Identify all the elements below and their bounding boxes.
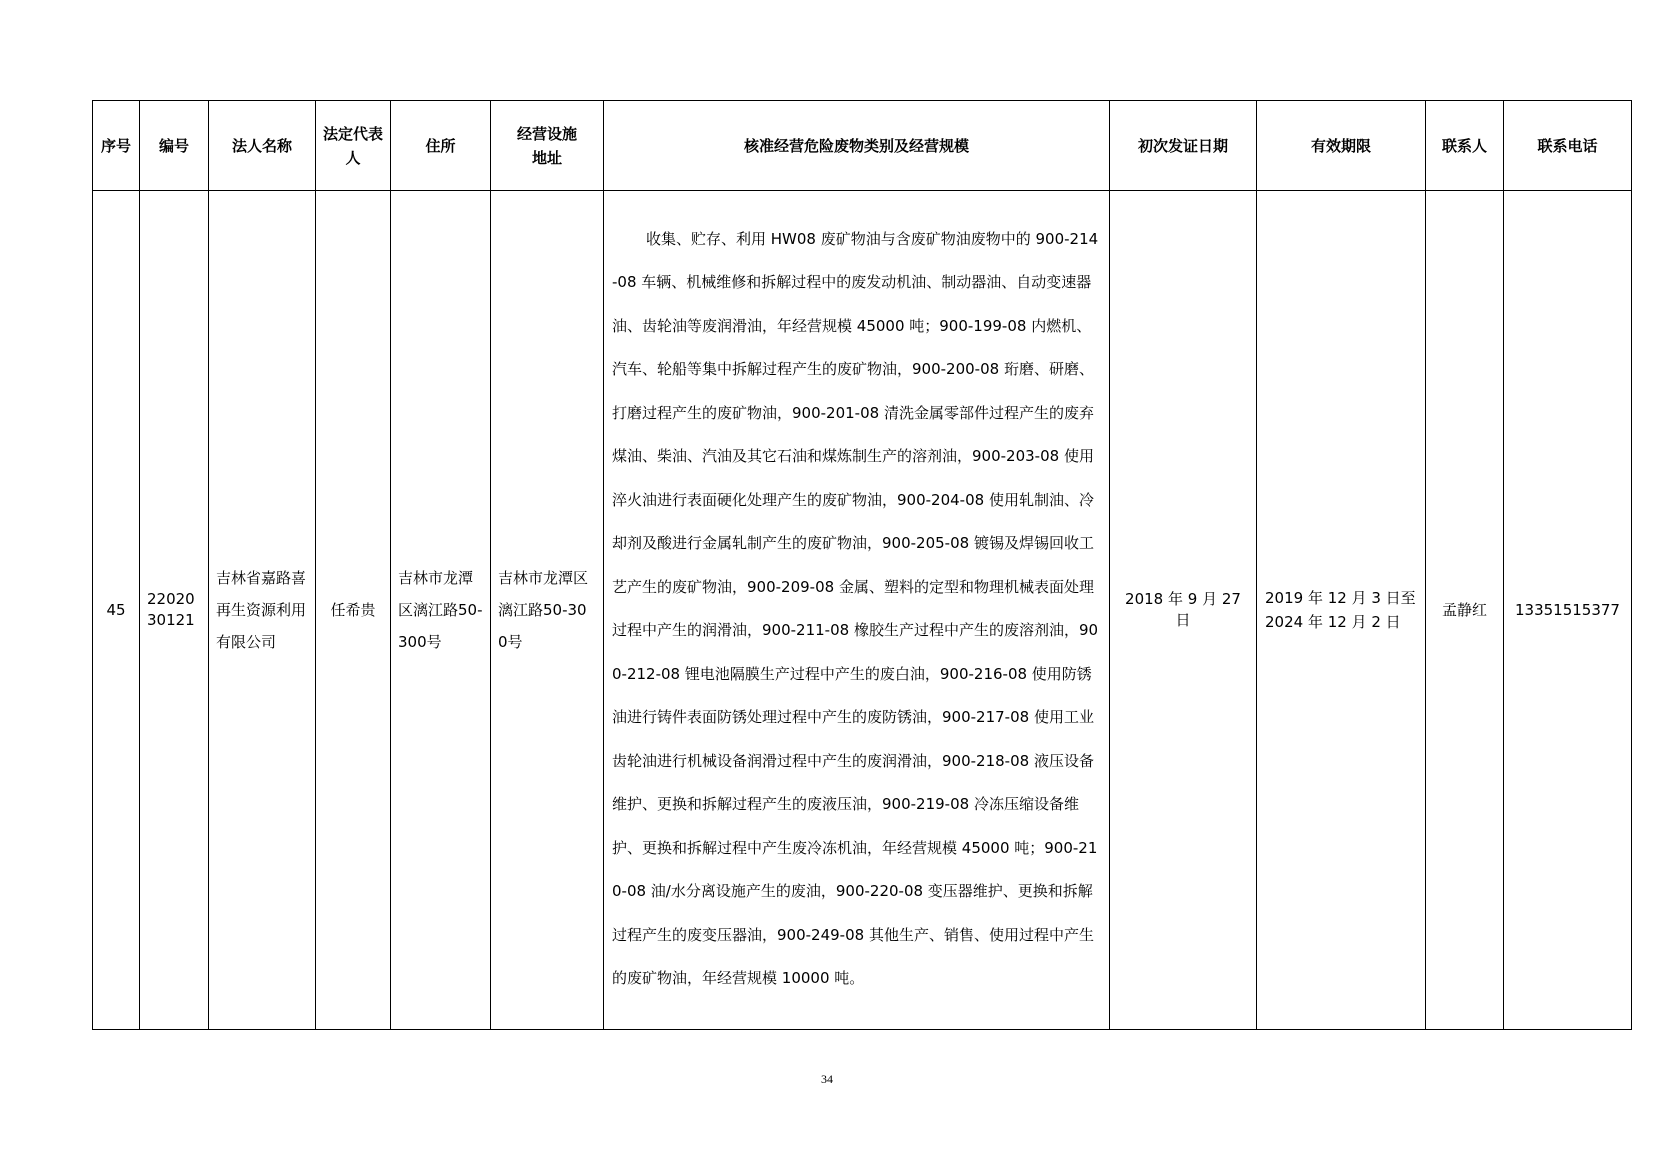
header-seq-label: 序号 — [100, 136, 131, 155]
table-header-row — [93, 101, 1632, 191]
cell-scope — [604, 191, 1110, 1030]
header-code — [140, 101, 209, 191]
header-company — [209, 101, 316, 191]
contact-value: 孟静红 — [1441, 600, 1487, 619]
header-facility-label: 经营设施地址 — [516, 124, 577, 167]
header-phone-label: 联系电话 — [1537, 136, 1598, 155]
scope-value: 收集、贮存、利用 HW08 废矿物油与含废矿物油废物中的 900-214-08 车辆、机械维修和拆解过程中的废发动机油、制动器油、自动变速器油、齿轮油等废润滑油，年经营规模 45000 吨；900-199-08 内燃机、汽车、轮船等集中拆解过程产生的废矿物油，900-200-08 珩磨、研磨、打磨过程产生的废矿物油，900-201-08 清洗金属零部件过程产生的废弃煤油、柴油、汽油及其它石油和煤炼制生产的溶剂油，900-203-08 使用淬火油进行表面硬化处理产生的废矿物油，900-204-08 使用轧制油、冷却剂及酸进行金属轧制产生的废矿物油，900-205-08 镀锡及焊锡回收工艺产生的废矿物油，900-209-08 金属、塑料的定型和物理机械表面处理过程中产生的润滑油，900-211-08 橡胶生产过程中产生的废溶剂油，900-212-08 锂电池隔膜生产过程中产生的废白油，900-216-08 使用防锈油进行铸件表面防锈处理过程中产生的废防锈油，900-217-08 使用工业齿轮油进行机械设备润滑过程中产生的废润滑油，900-218-08 液压设备维护、更换和拆解过程产生的废液压油，900-219-08 冷冻压缩设备维护、更换和拆解过程中产生废冷冻机油，年经营规模 45000 吨；900-210-08 油/水分离设施产生的废油，900-220-08 变压器维护、更换和拆解过程产生的废变压器油，900-249-08 其他生产、销售、使用过程中产生的废矿物油，年经营规模 10000 吨。 — [612, 229, 1099, 987]
header-scope-label: 核准经营危险废物类别及经营规模 — [743, 136, 969, 155]
cell-company — [209, 191, 316, 1030]
validity-value: 2019 年 12 月 3 日至 2024 年 12 月 2 日 — [1265, 589, 1416, 631]
header-address — [391, 101, 491, 191]
rep-value: 任希贵 — [330, 600, 376, 619]
header-contact-label: 联系人 — [1441, 136, 1487, 155]
header-phone — [1504, 101, 1632, 191]
company-value: 吉林省嘉路喜再生资源利用有限公司 — [216, 569, 307, 651]
code-value: 2202030121 — [147, 590, 195, 629]
header-first-issue — [1110, 101, 1257, 191]
header-seq — [93, 101, 140, 191]
header-validity — [1257, 101, 1426, 191]
header-scope — [604, 101, 1110, 191]
cell-seq — [93, 191, 140, 1030]
license-table — [92, 100, 1632, 1030]
header-rep — [316, 101, 391, 191]
header-contact — [1426, 101, 1504, 191]
address-value: 吉林市龙潭区漓江路50-300号 — [398, 569, 483, 651]
header-validity-label: 有效期限 — [1310, 136, 1371, 155]
seq-value: 45 — [106, 600, 126, 619]
phone-value: 13351515377 — [1515, 600, 1620, 619]
header-facility — [491, 101, 604, 191]
first-issue-value: 2018 年 9 月 27 日 — [1125, 590, 1241, 629]
table-row — [93, 191, 1632, 1030]
cell-address — [391, 191, 491, 1030]
header-company-label: 法人名称 — [231, 136, 292, 155]
page-number: 34 — [821, 1072, 833, 1086]
cell-code — [140, 191, 209, 1030]
cell-phone — [1504, 191, 1632, 1030]
cell-facility — [491, 191, 604, 1030]
cell-contact — [1426, 191, 1504, 1030]
header-code-label: 编号 — [158, 136, 189, 155]
header-address-label: 住所 — [425, 136, 456, 155]
cell-validity — [1257, 191, 1426, 1030]
facility-value: 吉林市龙潭区漓江路50-300号 — [498, 569, 589, 651]
header-first-issue-label: 初次发证日期 — [1137, 136, 1228, 155]
cell-rep — [316, 191, 391, 1030]
cell-first-issue — [1110, 191, 1257, 1030]
header-rep-label: 法定代表人 — [323, 124, 384, 167]
